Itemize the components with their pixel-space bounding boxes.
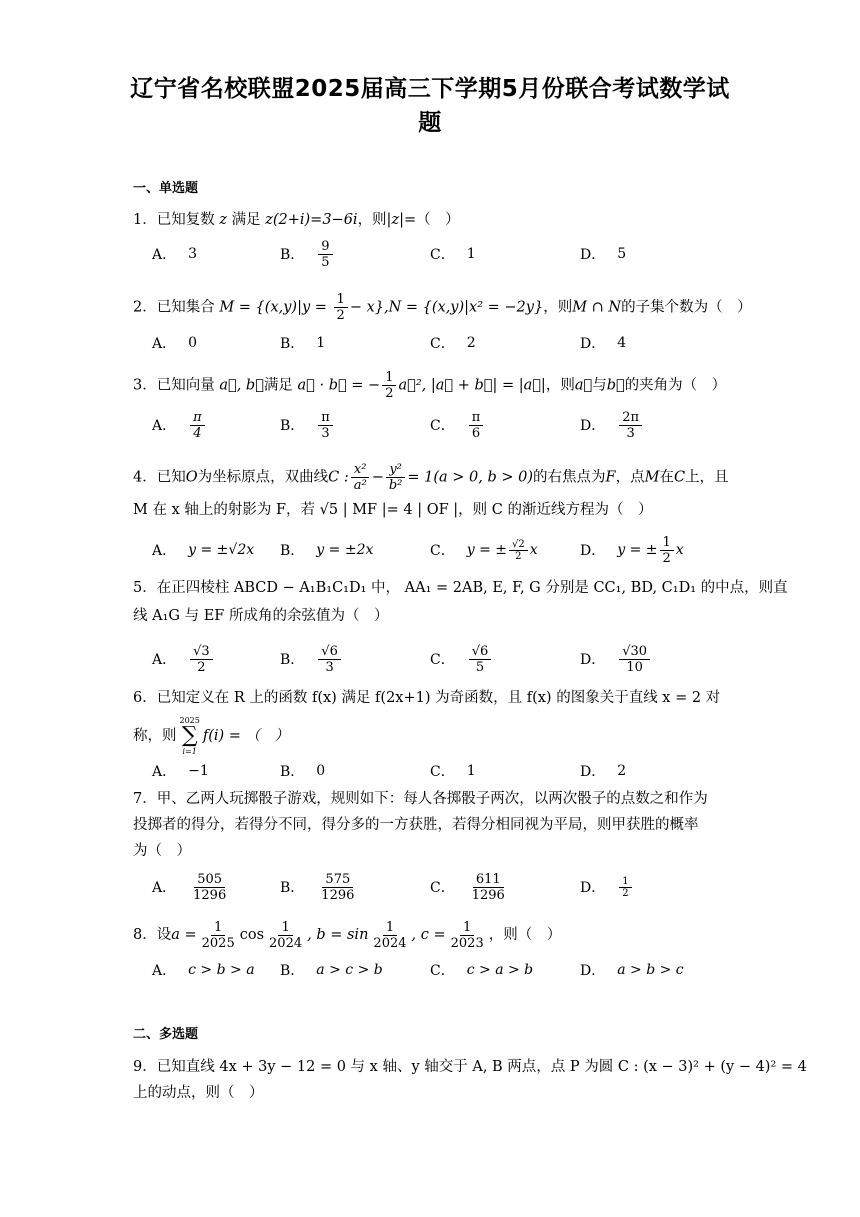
option-c: C． 1 — [430, 763, 476, 780]
fraction: $\frac{√30}{10}$ — [619, 644, 650, 675]
option-d: D． 4 — [580, 335, 627, 352]
fraction: $\frac{9}{5}$ — [318, 239, 332, 270]
option-c: C． $\frac{611}{1296}$ — [430, 864, 510, 910]
option-a: A． 0 — [152, 335, 198, 352]
option-c: C． 2 — [430, 335, 476, 352]
option-a: A． c > b > a — [152, 962, 255, 979]
fraction: $\frac{575}{1296}$ — [321, 871, 355, 903]
option-b: B． 1 — [280, 335, 326, 352]
question-7: 7．甲、乙两人玩掷骰子游戏，规则如下：每人各掷骰子两次，以两次骰子的点数之和作为 — [133, 791, 708, 807]
question-8-options — [152, 959, 752, 981]
option-b: B． y = ±2x — [280, 542, 374, 559]
fraction: $\frac{\text{y²}}{\text{b²}}$ — [386, 462, 406, 493]
option-a: A． $\frac{505}{1296}$ — [152, 864, 231, 910]
fraction: $\frac{1}{2024}$ — [269, 919, 303, 951]
question-6-options — [152, 760, 752, 782]
title-line-2: 题 — [418, 110, 442, 136]
fraction: $\frac{\pi}{3}$ — [318, 410, 333, 441]
question-5-options — [152, 636, 752, 682]
question-4-line-2: M 在 x 轴上的射影为 F，若 √5 | MF |= 4 | OF |，则 C 的渐近线方程为（ ） — [133, 502, 653, 518]
fraction: $\frac{611}{1296}$ — [471, 871, 505, 903]
option-a: A． 3 — [152, 246, 198, 263]
option-a: A． y = ±√2x — [152, 542, 255, 559]
option-d: D． 2 — [580, 763, 627, 780]
question-4: 4．已知O为坐标原点，双曲线C : $\frac{\text{x²}}{\text{a²}}$ − $\frac{\text{y²}}{\text{b²}}$ = 1(a > 0, b > 0)的右焦点为F，点M在C上，且 — [133, 462, 729, 493]
fraction: $\frac{√3}{2}$ — [190, 644, 213, 675]
question-2-options — [152, 332, 752, 354]
fraction: $\frac{1}{2023}$ — [450, 919, 484, 951]
fraction: $\frac{1}{2025}$ — [201, 919, 235, 951]
option-c: C． $\frac{\pi}{6}$ — [430, 402, 485, 448]
question-3-options — [152, 402, 752, 448]
fraction: $\frac{1}{2024}$ — [373, 919, 407, 951]
section-heading-multi: 二、多选题 — [133, 1027, 199, 1042]
option-c: C． $\frac{√6}{5}$ — [430, 636, 493, 682]
fraction: $\frac{√6}{5}$ — [469, 644, 492, 675]
question-1-options — [152, 231, 752, 277]
summation: 2025 ∑ i=1 — [179, 716, 200, 756]
question-3: 3．已知向量 a⃗, b⃗满足 a⃗ · b⃗ = − $\frac{1}{2}$ a⃗², |a⃗ + b⃗| = |a⃗|，则a⃗与b⃗的夹角为（ ） — [133, 370, 727, 401]
fraction: $\frac{1}{2}$ — [660, 535, 674, 566]
option-a: A． −1 — [152, 763, 209, 780]
option-c: C． y = ± $\frac{√2}{2}$ x — [430, 538, 538, 562]
option-d: D． a > b > c — [580, 962, 684, 979]
fraction: $\frac{√2}{2}$ — [509, 539, 528, 562]
option-b: B． $\frac{575}{1296}$ — [280, 864, 359, 910]
section-heading-single: 一、单选题 — [133, 181, 199, 196]
question-6-line-2: 称，则 2025 ∑ i=1 f(i) = （ ） — [133, 716, 290, 756]
question-7-options — [152, 864, 752, 910]
question-7-line-2: 投掷者的得分，若得分不同，得分多的一方获胜，若得分相同视为平局，则甲获胜的概率 — [133, 817, 699, 833]
question-1: 1．已知复数 z 满足 z(2+i)=3−6i，则|z|=（ ） — [133, 212, 460, 228]
fraction: $\frac{1}{2}$ — [334, 292, 348, 323]
page-title — [110, 72, 750, 140]
question-5: 5．在正四棱柱 ABCD − A₁B₁C₁D₁ 中， AA₁ = 2AB, E, F, G 分别是 CC₁, BD, C₁D₁ 的中点，则直 — [133, 580, 788, 596]
fraction: $\frac{\pi}{4}$ — [190, 410, 205, 441]
option-b: B． a > c > b — [280, 962, 383, 979]
question-9-line-2: 上的动点，则（ ） — [133, 1085, 264, 1101]
title-line-1: 辽宁省名校联盟2025届高三下学期5月份联合考试数学试 — [130, 76, 730, 102]
question-4-options — [152, 527, 752, 573]
option-c: C． c > a > b — [430, 962, 534, 979]
question-5-line-2: 线 A₁G 与 EF 所成角的余弦值为（ ） — [133, 608, 389, 624]
fraction: $\frac{\text{x²}}{\text{a²}}$ — [351, 462, 370, 493]
option-d: D． $\frac{√30}{10}$ — [580, 636, 652, 682]
option-c: C． 1 — [430, 246, 476, 263]
option-b: B． $\frac{√6}{3}$ — [280, 636, 343, 682]
option-a: A． $\frac{√3}{2}$ — [152, 636, 215, 682]
option-d: D． $\frac{2\pi}{3}$ — [580, 402, 644, 448]
question-8: 8． 设 a = $\frac{1}{2025}$ cos $\frac{1}{2024}$ , b = sin $\frac{1}{2024}$ , c = $\frac{1}{2023}$ ，则（ ） — [133, 919, 562, 951]
option-b: B． 0 — [280, 763, 326, 780]
fraction: $\frac{1}{2}$ — [382, 370, 396, 401]
option-a: A． $\frac{\pi}{4}$ — [152, 402, 207, 448]
fraction: $\frac{2\pi}{3}$ — [619, 410, 642, 441]
question-9: 9．已知直线 4x + 3y − 12 = 0 与 x 轴、y 轴交于 A, B 两点，点 P 为圆 C : (x − 3)² + (y − 4)² = 4 — [133, 1059, 807, 1075]
fraction: $\frac{√6}{3}$ — [318, 644, 341, 675]
option-b: B． $\frac{\pi}{3}$ — [280, 402, 335, 448]
fraction: $\frac{\pi}{6}$ — [469, 410, 484, 441]
fraction: $\frac{1}{2}$ — [619, 876, 631, 899]
question-2: 2．已知集合 M = {(x,y)|y = $\frac{1}{2}$ − x},N = {(x,y)|x² = −2y}，则M ∩ N的子集个数为（ ） — [133, 292, 752, 323]
fraction: $\frac{505}{1296}$ — [193, 871, 227, 903]
option-d: D． 5 — [580, 246, 627, 263]
option-d: D． $\frac{1}{2}$ — [580, 864, 634, 910]
option-b: B． $\frac{9}{5}$ — [280, 231, 335, 277]
option-d: D． y = ± $\frac{1}{2}$ x — [580, 534, 684, 566]
question-6: 6．已知定义在 R 上的函数 f(x) 满足 f(2x+1) 为奇函数，且 f(x) 的图象关于直线 x = 2 对 — [133, 690, 721, 706]
question-7-line-3: 为（ ） — [133, 843, 191, 859]
